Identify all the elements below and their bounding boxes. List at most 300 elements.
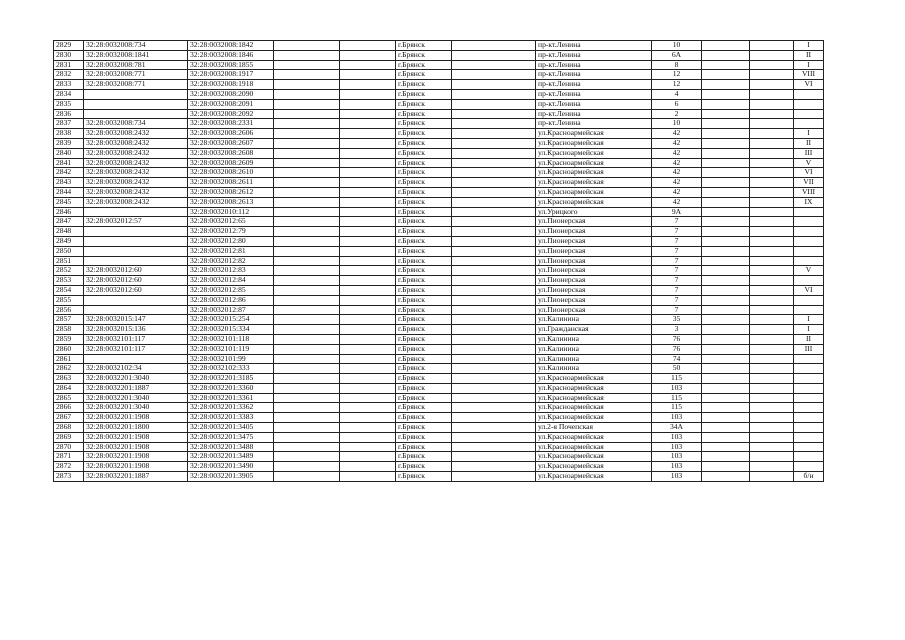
empty-cell xyxy=(274,138,340,148)
row-number-cell: 2842 xyxy=(54,168,84,178)
parcel-cadastral-cell: 32:28:0032008:2432 xyxy=(84,178,188,188)
city-cell: г.Брянск xyxy=(396,109,452,119)
empty-cell xyxy=(340,413,396,423)
row-number-cell: 2839 xyxy=(54,138,84,148)
city-cell: г.Брянск xyxy=(396,285,452,295)
empty-cell xyxy=(340,383,396,393)
empty-cell xyxy=(274,383,340,393)
row-number-cell: 2835 xyxy=(54,99,84,109)
parcel-cadastral-cell: 32:28:0032102:34 xyxy=(84,364,188,374)
house-number-cell: 35 xyxy=(652,315,702,325)
empty-cell xyxy=(702,276,750,286)
empty-cell xyxy=(340,423,396,433)
table-row xyxy=(54,344,824,354)
empty-cell xyxy=(452,305,536,315)
city-cell: г.Брянск xyxy=(396,305,452,315)
table-row xyxy=(54,383,824,393)
empty-cell xyxy=(452,158,536,168)
house-number-cell: 7 xyxy=(652,246,702,256)
building-part-cell: VI xyxy=(794,80,824,90)
empty-cell xyxy=(702,227,750,237)
parcel-cadastral-cell xyxy=(84,89,188,99)
empty-cell xyxy=(274,334,340,344)
table-row xyxy=(54,276,824,286)
empty-cell xyxy=(274,442,340,452)
empty-cell xyxy=(750,80,794,90)
empty-cell xyxy=(452,432,536,442)
empty-cell xyxy=(452,413,536,423)
empty-cell xyxy=(340,227,396,237)
empty-cell xyxy=(452,374,536,384)
parcel-cadastral-cell xyxy=(84,227,188,237)
row-number-cell: 2870 xyxy=(54,442,84,452)
empty-cell xyxy=(452,138,536,148)
house-number-cell: 76 xyxy=(652,334,702,344)
row-number-cell: 2844 xyxy=(54,187,84,197)
object-cadastral-cell: 32:28:0032008:2608 xyxy=(188,148,274,158)
street-cell: ул.Калинина xyxy=(536,315,652,325)
empty-cell xyxy=(452,442,536,452)
parcel-cadastral-cell: 32:28:0032008:2432 xyxy=(84,187,188,197)
empty-cell xyxy=(452,393,536,403)
empty-cell xyxy=(452,364,536,374)
row-number-cell: 2855 xyxy=(54,295,84,305)
parcel-cadastral-cell xyxy=(84,246,188,256)
street-cell: ул.Красноармейская xyxy=(536,383,652,393)
building-part-cell: V xyxy=(794,266,824,276)
parcel-cadastral-cell xyxy=(84,236,188,246)
table-row xyxy=(54,138,824,148)
row-number-cell: 2850 xyxy=(54,246,84,256)
building-part-cell: б/н xyxy=(794,472,824,482)
empty-cell xyxy=(274,70,340,80)
house-number-cell: 42 xyxy=(652,129,702,139)
city-cell: г.Брянск xyxy=(396,354,452,364)
empty-cell xyxy=(750,187,794,197)
empty-cell xyxy=(274,246,340,256)
empty-cell xyxy=(274,413,340,423)
house-number-cell: 10 xyxy=(652,41,702,51)
building-part-cell xyxy=(794,295,824,305)
street-cell: ул.Красноармейская xyxy=(536,148,652,158)
building-part-cell: II xyxy=(794,138,824,148)
empty-cell xyxy=(452,472,536,482)
house-number-cell: 103 xyxy=(652,452,702,462)
row-number-cell: 2866 xyxy=(54,403,84,413)
row-number-cell: 2865 xyxy=(54,393,84,403)
building-part-cell: VI xyxy=(794,285,824,295)
empty-cell xyxy=(750,256,794,266)
empty-cell xyxy=(274,129,340,139)
street-cell: ул.Калинина xyxy=(536,334,652,344)
building-part-cell xyxy=(794,246,824,256)
empty-cell xyxy=(750,452,794,462)
empty-cell xyxy=(702,315,750,325)
city-cell: г.Брянск xyxy=(396,129,452,139)
table-row xyxy=(54,462,824,472)
empty-cell xyxy=(702,89,750,99)
empty-cell xyxy=(340,374,396,384)
empty-cell xyxy=(750,178,794,188)
empty-cell xyxy=(340,99,396,109)
table-row xyxy=(54,109,824,119)
street-cell: ул.Красноармейская xyxy=(536,178,652,188)
row-number-cell: 2845 xyxy=(54,197,84,207)
object-cadastral-cell: 32:28:0032201:3489 xyxy=(188,452,274,462)
parcel-cadastral-cell: 32:28:0032201:1908 xyxy=(84,462,188,472)
empty-cell xyxy=(274,344,340,354)
city-cell: г.Брянск xyxy=(396,138,452,148)
object-cadastral-cell: 32:28:0032201:3490 xyxy=(188,462,274,472)
object-cadastral-cell: 32:28:0032012:82 xyxy=(188,256,274,266)
empty-cell xyxy=(702,99,750,109)
street-cell: ул.Пионерская xyxy=(536,236,652,246)
building-part-cell: VI xyxy=(794,168,824,178)
table-row xyxy=(54,197,824,207)
house-number-cell: 115 xyxy=(652,403,702,413)
parcel-cadastral-cell: 32:28:0032008:1841 xyxy=(84,50,188,60)
empty-cell xyxy=(274,305,340,315)
empty-cell xyxy=(340,187,396,197)
object-cadastral-cell: 32:28:0032008:1918 xyxy=(188,80,274,90)
row-number-cell: 2829 xyxy=(54,41,84,51)
object-cadastral-cell: 32:28:0032201:3185 xyxy=(188,374,274,384)
empty-cell xyxy=(750,334,794,344)
street-cell: ул.Красноармейская xyxy=(536,462,652,472)
empty-cell xyxy=(750,148,794,158)
house-number-cell: 2 xyxy=(652,109,702,119)
parcel-cadastral-cell: 32:28:0032012:60 xyxy=(84,276,188,286)
parcel-cadastral-cell xyxy=(84,256,188,266)
house-number-cell: 103 xyxy=(652,383,702,393)
row-number-cell: 2852 xyxy=(54,266,84,276)
empty-cell xyxy=(340,178,396,188)
empty-cell xyxy=(452,403,536,413)
row-number-cell: 2849 xyxy=(54,236,84,246)
empty-cell xyxy=(702,168,750,178)
parcel-cadastral-cell: 32:28:0032008:2432 xyxy=(84,138,188,148)
empty-cell xyxy=(452,383,536,393)
empty-cell xyxy=(702,413,750,423)
table-row xyxy=(54,452,824,462)
street-cell: ул.Красноармейская xyxy=(536,138,652,148)
building-part-cell: V xyxy=(794,158,824,168)
object-cadastral-cell: 32:28:0032008:1842 xyxy=(188,41,274,51)
city-cell: г.Брянск xyxy=(396,197,452,207)
house-number-cell: 42 xyxy=(652,197,702,207)
empty-cell xyxy=(452,178,536,188)
empty-cell xyxy=(452,236,536,246)
empty-cell xyxy=(702,403,750,413)
building-part-cell: I xyxy=(794,41,824,51)
empty-cell xyxy=(750,217,794,227)
empty-cell xyxy=(702,138,750,148)
table-row xyxy=(54,285,824,295)
object-cadastral-cell: 32:28:0032008:2611 xyxy=(188,178,274,188)
empty-cell xyxy=(452,197,536,207)
street-cell: ул.Гражданская xyxy=(536,325,652,335)
object-cadastral-cell: 32:28:0032012:86 xyxy=(188,295,274,305)
row-number-cell: 2848 xyxy=(54,227,84,237)
city-cell: г.Брянск xyxy=(396,41,452,51)
empty-cell xyxy=(750,462,794,472)
house-number-cell: 7 xyxy=(652,285,702,295)
house-number-cell: 115 xyxy=(652,393,702,403)
building-part-cell xyxy=(794,413,824,423)
building-part-cell xyxy=(794,119,824,129)
building-part-cell xyxy=(794,393,824,403)
empty-cell xyxy=(274,109,340,119)
empty-cell xyxy=(702,109,750,119)
object-cadastral-cell: 32:28:0032008:2609 xyxy=(188,158,274,168)
row-number-cell: 2854 xyxy=(54,285,84,295)
empty-cell xyxy=(702,462,750,472)
row-number-cell: 2846 xyxy=(54,207,84,217)
object-cadastral-cell: 32:28:0032015:254 xyxy=(188,315,274,325)
city-cell: г.Брянск xyxy=(396,334,452,344)
empty-cell xyxy=(274,99,340,109)
empty-cell xyxy=(274,197,340,207)
empty-cell xyxy=(452,148,536,158)
building-part-cell: II xyxy=(794,334,824,344)
empty-cell xyxy=(340,246,396,256)
empty-cell xyxy=(702,256,750,266)
empty-cell xyxy=(340,41,396,51)
empty-cell xyxy=(702,354,750,364)
house-number-cell: 9А xyxy=(652,207,702,217)
parcel-cadastral-cell: 32:28:0032008:2432 xyxy=(84,148,188,158)
table-row xyxy=(54,70,824,80)
city-cell: г.Брянск xyxy=(396,393,452,403)
empty-cell xyxy=(274,374,340,384)
street-cell: пр-кт.Ленина xyxy=(536,41,652,51)
empty-cell xyxy=(702,295,750,305)
empty-cell xyxy=(702,266,750,276)
empty-cell xyxy=(340,305,396,315)
empty-cell xyxy=(340,148,396,158)
empty-cell xyxy=(750,393,794,403)
empty-cell xyxy=(750,325,794,335)
empty-cell xyxy=(702,41,750,51)
house-number-cell: 8 xyxy=(652,60,702,70)
building-part-cell xyxy=(794,207,824,217)
table-row xyxy=(54,403,824,413)
city-cell: г.Брянск xyxy=(396,462,452,472)
table-row xyxy=(54,148,824,158)
object-cadastral-cell: 32:28:0032101:119 xyxy=(188,344,274,354)
empty-cell xyxy=(340,256,396,266)
empty-cell xyxy=(750,41,794,51)
city-cell: г.Брянск xyxy=(396,442,452,452)
row-number-cell: 2862 xyxy=(54,364,84,374)
table-row xyxy=(54,41,824,51)
building-part-cell xyxy=(794,305,824,315)
object-cadastral-cell: 32:28:0032101:118 xyxy=(188,334,274,344)
parcel-cadastral-cell: 32:28:0032008:2432 xyxy=(84,168,188,178)
city-cell: г.Брянск xyxy=(396,217,452,227)
empty-cell xyxy=(340,295,396,305)
empty-cell xyxy=(702,178,750,188)
street-cell: пр-кт.Ленина xyxy=(536,99,652,109)
parcel-cadastral-cell: 32:28:0032008:2432 xyxy=(84,129,188,139)
house-number-cell: 76 xyxy=(652,344,702,354)
table-row xyxy=(54,315,824,325)
empty-cell xyxy=(702,452,750,462)
table-row xyxy=(54,246,824,256)
empty-cell xyxy=(750,158,794,168)
empty-cell xyxy=(452,344,536,354)
empty-cell xyxy=(702,432,750,442)
house-number-cell: 7 xyxy=(652,256,702,266)
empty-cell xyxy=(750,413,794,423)
empty-cell xyxy=(274,60,340,70)
empty-cell xyxy=(274,315,340,325)
object-cadastral-cell: 32:28:0032015:334 xyxy=(188,325,274,335)
empty-cell xyxy=(274,393,340,403)
empty-cell xyxy=(452,129,536,139)
empty-cell xyxy=(340,462,396,472)
parcel-cadastral-cell: 32:28:0032008:781 xyxy=(84,60,188,70)
empty-cell xyxy=(340,403,396,413)
empty-cell xyxy=(340,236,396,246)
street-cell: пр-кт.Ленина xyxy=(536,70,652,80)
empty-cell xyxy=(750,295,794,305)
empty-cell xyxy=(750,285,794,295)
row-number-cell: 2843 xyxy=(54,178,84,188)
empty-cell xyxy=(274,187,340,197)
empty-cell xyxy=(340,285,396,295)
street-cell: ул.Пионерская xyxy=(536,295,652,305)
street-cell: пр-кт.Ленина xyxy=(536,89,652,99)
empty-cell xyxy=(452,60,536,70)
object-cadastral-cell: 32:28:0032012:81 xyxy=(188,246,274,256)
city-cell: г.Брянск xyxy=(396,50,452,60)
empty-cell xyxy=(702,207,750,217)
object-cadastral-cell: 32:28:0032201:3475 xyxy=(188,432,274,442)
building-part-cell: III xyxy=(794,344,824,354)
object-cadastral-cell: 32:28:0032012:84 xyxy=(188,276,274,286)
building-part-cell xyxy=(794,383,824,393)
table-row xyxy=(54,295,824,305)
row-number-cell: 2851 xyxy=(54,256,84,266)
house-number-cell: 103 xyxy=(652,462,702,472)
house-number-cell: 50 xyxy=(652,364,702,374)
empty-cell xyxy=(452,256,536,266)
object-cadastral-cell: 32:28:0032008:2092 xyxy=(188,109,274,119)
empty-cell xyxy=(452,168,536,178)
building-part-cell: III xyxy=(794,148,824,158)
table-row xyxy=(54,442,824,452)
building-part-cell xyxy=(794,452,824,462)
object-cadastral-cell: 32:28:0032008:1846 xyxy=(188,50,274,60)
city-cell: г.Брянск xyxy=(396,70,452,80)
house-number-cell: 42 xyxy=(652,138,702,148)
object-cadastral-cell: 32:28:0032201:3360 xyxy=(188,383,274,393)
building-part-cell: VIII xyxy=(794,187,824,197)
row-number-cell: 2830 xyxy=(54,50,84,60)
empty-cell xyxy=(274,472,340,482)
house-number-cell: 42 xyxy=(652,158,702,168)
empty-cell xyxy=(750,129,794,139)
empty-cell xyxy=(702,158,750,168)
row-number-cell: 2834 xyxy=(54,89,84,99)
empty-cell xyxy=(452,119,536,129)
table-row xyxy=(54,227,824,237)
empty-cell xyxy=(274,285,340,295)
city-cell: г.Брянск xyxy=(396,403,452,413)
table-row xyxy=(54,374,824,384)
building-part-cell xyxy=(794,256,824,266)
city-cell: г.Брянск xyxy=(396,364,452,374)
object-cadastral-cell: 32:28:0032008:1855 xyxy=(188,60,274,70)
row-number-cell: 2833 xyxy=(54,80,84,90)
empty-cell xyxy=(750,305,794,315)
empty-cell xyxy=(274,452,340,462)
empty-cell xyxy=(702,217,750,227)
table-row xyxy=(54,80,824,90)
object-cadastral-cell: 32:28:0032008:2331 xyxy=(188,119,274,129)
empty-cell xyxy=(274,41,340,51)
street-cell: ул.Красноармейская xyxy=(536,197,652,207)
object-cadastral-cell: 32:28:0032008:2606 xyxy=(188,129,274,139)
street-cell: ул.Красноармейская xyxy=(536,472,652,482)
street-cell: пр-кт.Ленина xyxy=(536,109,652,119)
table-row xyxy=(54,119,824,129)
empty-cell xyxy=(452,266,536,276)
parcel-cadastral-cell: 32:28:0032008:734 xyxy=(84,41,188,51)
building-part-cell: IX xyxy=(794,197,824,207)
empty-cell xyxy=(702,60,750,70)
city-cell: г.Брянск xyxy=(396,187,452,197)
empty-cell xyxy=(340,89,396,99)
table-row xyxy=(54,305,824,315)
empty-cell xyxy=(750,246,794,256)
table-row xyxy=(54,60,824,70)
building-part-cell xyxy=(794,432,824,442)
city-cell: г.Брянск xyxy=(396,295,452,305)
street-cell: ул.Пионерская xyxy=(536,276,652,286)
city-cell: г.Брянск xyxy=(396,246,452,256)
empty-cell xyxy=(452,109,536,119)
row-number-cell: 2831 xyxy=(54,60,84,70)
empty-cell xyxy=(340,364,396,374)
empty-cell xyxy=(750,472,794,482)
empty-cell xyxy=(340,354,396,364)
registry-rows xyxy=(54,41,824,482)
house-number-cell: 6А xyxy=(652,50,702,60)
city-cell: г.Брянск xyxy=(396,413,452,423)
empty-cell xyxy=(274,89,340,99)
table-row xyxy=(54,266,824,276)
parcel-cadastral-cell: 32:28:0032008:771 xyxy=(84,80,188,90)
building-part-cell xyxy=(794,99,824,109)
object-cadastral-cell: 32:28:0032201:3362 xyxy=(188,403,274,413)
street-cell: пр-кт.Ленина xyxy=(536,50,652,60)
object-cadastral-cell: 32:28:0032012:65 xyxy=(188,217,274,227)
empty-cell xyxy=(452,462,536,472)
empty-cell xyxy=(452,99,536,109)
city-cell: г.Брянск xyxy=(396,89,452,99)
empty-cell xyxy=(750,315,794,325)
empty-cell xyxy=(750,60,794,70)
empty-cell xyxy=(452,50,536,60)
building-part-cell xyxy=(794,374,824,384)
city-cell: г.Брянск xyxy=(396,99,452,109)
empty-cell xyxy=(452,70,536,80)
empty-cell xyxy=(702,197,750,207)
house-number-cell: 103 xyxy=(652,432,702,442)
city-cell: г.Брянск xyxy=(396,266,452,276)
